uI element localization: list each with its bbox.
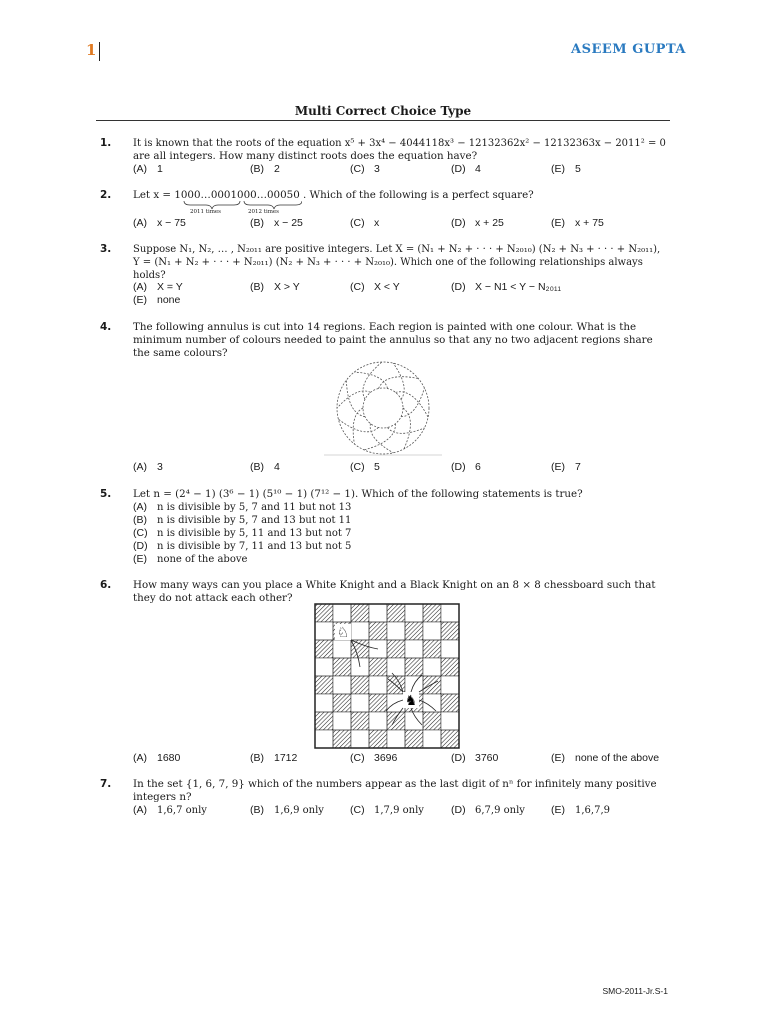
board-square <box>423 676 441 694</box>
option-c[interactable]: (C) 5 <box>350 461 380 473</box>
board-square <box>351 676 369 694</box>
question-line: they do not attack each other? <box>133 592 293 604</box>
number-part-2: 1000…000 <box>230 189 287 201</box>
board-square <box>387 604 405 622</box>
board-square <box>387 640 405 658</box>
page-number: 1 <box>86 41 97 59</box>
board-square <box>315 730 333 748</box>
board-square <box>441 676 459 694</box>
question-number: 1. <box>100 137 112 149</box>
option-d[interactable]: (D) x + 25 <box>451 217 504 229</box>
question-text-part: 50 . Which of the following is a perfect square? <box>286 189 534 201</box>
option-a[interactable]: (A) x − 75 <box>133 217 186 229</box>
option-d[interactable]: (D) 6,7,9 only <box>451 804 525 816</box>
white-knight-icon: ♘ <box>336 625 350 641</box>
option-e[interactable]: (E) 5 <box>551 163 581 175</box>
board-square <box>315 676 333 694</box>
board-square <box>351 622 369 640</box>
question-number: 4. <box>100 321 112 333</box>
chessboard-figure <box>314 603 460 749</box>
board-square <box>387 622 405 640</box>
option-a[interactable]: (A) 3 <box>133 461 163 473</box>
question-line: are all integers. How many distinct roots does the equation have? <box>133 150 478 162</box>
board-square <box>441 730 459 748</box>
option-a[interactable]: (A) n is divisible by 5, 7 and 11 but not 13 <box>133 501 352 513</box>
board-square <box>369 694 387 712</box>
board-square <box>315 622 333 640</box>
option-a[interactable]: (A) 1,6,7 only <box>133 804 207 816</box>
option-a[interactable]: (A) X = Y <box>133 281 183 293</box>
option-d[interactable]: (D) 3760 <box>451 752 499 764</box>
number-part-1: 1000…000 <box>174 189 231 201</box>
question-text <box>133 778 670 804</box>
board-square <box>387 712 405 730</box>
board-square <box>333 730 351 748</box>
board-square <box>315 694 333 712</box>
option-d[interactable]: (D) X − N1 < Y − N₂₀₁₁ <box>451 281 562 293</box>
board-square <box>441 694 459 712</box>
board-square <box>369 604 387 622</box>
board-square <box>315 640 333 658</box>
board-square <box>351 694 369 712</box>
board-square <box>315 658 333 676</box>
question-line: the same colours? <box>133 347 228 359</box>
board-square <box>423 622 441 640</box>
question-line: holds? <box>133 270 166 281</box>
board-square <box>405 604 423 622</box>
board-square <box>351 730 369 748</box>
annulus-figure <box>322 358 444 458</box>
board-square <box>369 712 387 730</box>
question-text <box>133 579 670 605</box>
board-square <box>369 622 387 640</box>
option-e[interactable]: (E) x + 75 <box>551 217 604 229</box>
option-b[interactable]: (B) X > Y <box>250 281 300 293</box>
board-square <box>315 712 333 730</box>
board-square <box>423 730 441 748</box>
question-text-part: Let x = <box>133 189 175 201</box>
question-text <box>133 243 670 282</box>
option-d[interactable]: (D) n is divisible by 7, 11 and 13 but not 5 <box>133 540 352 552</box>
board-square <box>441 712 459 730</box>
board-square <box>441 640 459 658</box>
question-line: How many ways can you place a White Knight and a Black Knight on an 8 × 8 chessboard such that <box>133 579 656 591</box>
question-line: It is known that the roots of the equation x⁵ + 3x⁴ − 4044118x³ − 12132362x² − 12132363x − 2011² = 0 <box>133 138 666 149</box>
option-a[interactable]: (A) 1 <box>133 163 163 175</box>
option-d[interactable]: (D) 4 <box>451 163 481 175</box>
board-square <box>423 640 441 658</box>
question-number: 6. <box>100 579 112 591</box>
question-line: In the set {1, 6, 7, 9} which of the numbers appear as the last digit of nⁿ for infinitely many positive <box>133 778 657 790</box>
board-square <box>405 730 423 748</box>
question-text <box>133 488 670 501</box>
board-square <box>351 604 369 622</box>
title-rule <box>96 120 670 121</box>
option-e[interactable]: (E) 7 <box>551 461 581 473</box>
board-square <box>423 712 441 730</box>
board-square <box>351 712 369 730</box>
option-b[interactable]: (B) 2 <box>250 163 280 175</box>
board-square <box>315 604 333 622</box>
board-square <box>333 658 351 676</box>
board-square <box>369 730 387 748</box>
option-d[interactable]: (D) 6 <box>451 461 481 473</box>
option-c[interactable]: (C) 3696 <box>350 752 398 764</box>
question-text <box>133 137 670 163</box>
board-square <box>333 640 351 658</box>
brace-label-2: 2012 times <box>248 209 280 215</box>
board-square <box>333 694 351 712</box>
question-number: 3. <box>100 243 112 255</box>
option-e[interactable]: (E) none of the above <box>133 553 248 565</box>
footer-code: SMO-2011-Jr.S-1 <box>602 986 668 996</box>
option-c[interactable]: (C) n is divisible by 5, 11 and 13 but not 7 <box>133 527 352 539</box>
question-line: Let n = (2⁴ − 1) (3⁶ − 1) (5¹⁰ − 1) (7¹² − 1). Which of the following statements is true? <box>133 488 583 500</box>
option-c[interactable]: (C) 3 <box>350 163 380 175</box>
board-square <box>423 658 441 676</box>
board-square <box>441 604 459 622</box>
black-knight-icon: ♞ <box>404 693 418 709</box>
option-b[interactable]: (B) 1,6,9 only <box>250 804 324 816</box>
option-e[interactable]: (E) none <box>133 294 181 306</box>
option-b[interactable]: (B) 1712 <box>250 752 298 764</box>
option-b[interactable]: (B) x − 25 <box>250 217 303 229</box>
question-line: The following annulus is cut into 14 regions. Each region is painted with one colour. What is the <box>133 321 637 333</box>
question-line: integers n? <box>133 791 192 803</box>
board-square <box>369 658 387 676</box>
question-line: minimum number of colours needed to paint the annulus so that any no two adjacent regions share <box>133 334 653 346</box>
board-square <box>333 604 351 622</box>
board-square <box>441 658 459 676</box>
board-square <box>333 676 351 694</box>
board-square <box>351 640 369 658</box>
board-square <box>387 658 405 676</box>
brace-label-1: 2011 times <box>190 209 222 215</box>
board-square <box>441 622 459 640</box>
option-c[interactable]: (C) 1,7,9 only <box>350 804 424 816</box>
option-b[interactable]: (B) 4 <box>250 461 280 473</box>
option-e[interactable]: (E) none of the above <box>551 752 660 764</box>
board-square <box>387 730 405 748</box>
option-e[interactable]: (E) 1,6,7,9 <box>551 804 610 816</box>
option-b[interactable]: (B) n is divisible by 5, 7 and 13 but not 11 <box>133 514 352 526</box>
board-square <box>405 622 423 640</box>
question-number: 7. <box>100 778 112 790</box>
board-square <box>423 604 441 622</box>
board-square <box>405 658 423 676</box>
board-square <box>405 640 423 658</box>
question-line: Suppose N₁, N₂, … , N₂₀₁₁ are positive integers. Let X = (N₁ + N₂ + · · · + N₂₀₁₀) (N₂ + N₃ + · · · + N₂₀₁₁), <box>133 244 661 255</box>
header-divider <box>99 42 100 61</box>
option-c[interactable]: (C) x <box>350 217 380 229</box>
question-line: Y = (N₁ + N₂ + · · · + N₂₀₁₁) (N₂ + N₃ + · · · + N₂₀₁₀). Which one of the following relationships always <box>133 257 643 268</box>
question-text <box>133 321 670 360</box>
author-name: ASEEM GUPTA <box>571 42 686 57</box>
section-title: Multi Correct Choice Type <box>294 104 472 118</box>
question-number: 2. <box>100 189 112 201</box>
option-c[interactable]: (C) X < Y <box>350 281 400 293</box>
board-square <box>369 676 387 694</box>
board-square <box>333 712 351 730</box>
option-a[interactable]: (A) 1680 <box>133 752 181 764</box>
question-number: 5. <box>100 488 112 500</box>
